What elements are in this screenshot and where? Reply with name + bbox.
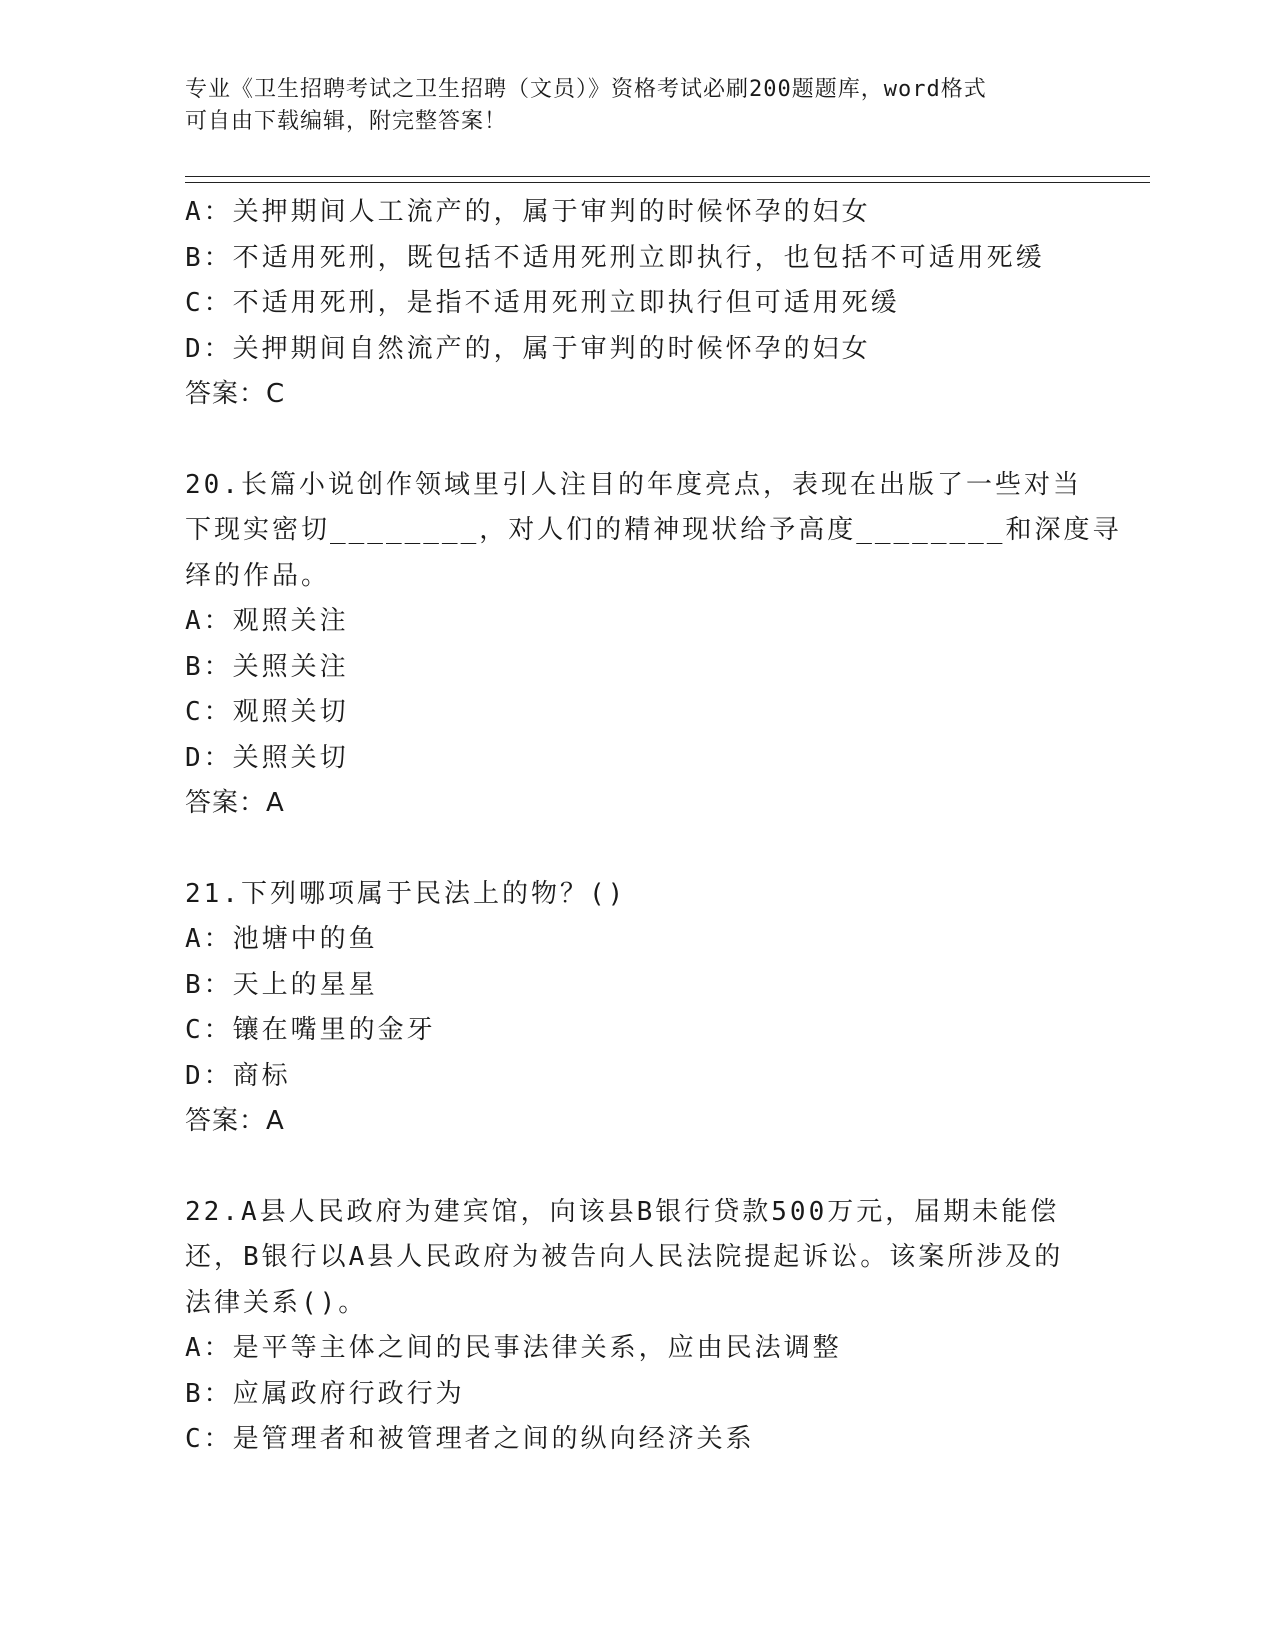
option-a: A：观照关注	[185, 606, 349, 636]
question-19	[185, 190, 1085, 418]
question-stem-line: 20.长篇小说创作领域里引人注目的年度亮点，表现在出版了一些对当	[185, 469, 1082, 500]
option-c: C：不适用死刑，是指不适用死刑立即执行但可适用死缓	[185, 288, 900, 318]
question-stem-line: 21.下列哪项属于民法上的物？()	[185, 878, 627, 909]
answer-line: 答案：A	[185, 1106, 285, 1136]
header-divider-bottom	[185, 182, 1150, 183]
question-list	[185, 190, 1122, 1463]
option-b: B：应属政府行政行为	[185, 1378, 465, 1409]
option-d: D：关押期间自然流产的，属于审判的时候怀孕的妇女	[185, 333, 871, 364]
option-b: B：天上的星星	[185, 969, 378, 1000]
option-a: A：关押期间人工流产的，属于审判的时候怀孕的妇女	[185, 197, 871, 227]
question-21	[185, 872, 1085, 1145]
title-line-2: 可自由下载编辑，附完整答案！	[185, 109, 508, 134]
option-b: B：关照关注	[185, 651, 349, 682]
option-a: A：池塘中的鱼	[185, 924, 378, 954]
question-22	[185, 1190, 1085, 1463]
option-c: C：是管理者和被管理者之间的纵向经济关系	[185, 1424, 755, 1454]
question-stem-line: 还，B银行以A县人民政府为被告向人民法院提起诉讼。该案所涉及的	[185, 1242, 1064, 1272]
option-c: C：镶在嘴里的金牙	[185, 1015, 436, 1045]
option-a: A：是平等主体之间的民事法律关系，应由民法调整	[185, 1333, 842, 1363]
answer-line: 答案：A	[185, 788, 285, 818]
question-20	[185, 463, 1122, 827]
title-line-1: 专业《卫生招聘考试之卫生招聘（文员）》资格考试必刷200题题库，word格式	[185, 77, 987, 102]
option-d: D：关照关切	[185, 742, 349, 773]
option-b: B：不适用死刑，既包括不适用死刑立即执行，也包括不可适用死缓	[185, 242, 1045, 273]
question-gap	[185, 1145, 1085, 1190]
option-c: C：观照关切	[185, 697, 349, 727]
question-stem-line: 22.A县人民政府为建宾馆，向该县B银行贷款500万元，届期未能偿	[185, 1196, 1060, 1227]
header-divider-top	[185, 176, 1150, 177]
answer-line: 答案：C	[185, 379, 286, 409]
question-stem-line: 绎的作品。	[185, 560, 331, 591]
question-gap	[185, 827, 1085, 872]
question-gap	[185, 418, 1085, 463]
document-title	[185, 74, 1085, 138]
question-stem-line: 下现实密切________，对人们的精神现状给予高度________和深度寻	[185, 515, 1122, 545]
question-stem-line: 法律关系()。	[185, 1287, 368, 1318]
option-d: D：商标	[185, 1060, 291, 1091]
